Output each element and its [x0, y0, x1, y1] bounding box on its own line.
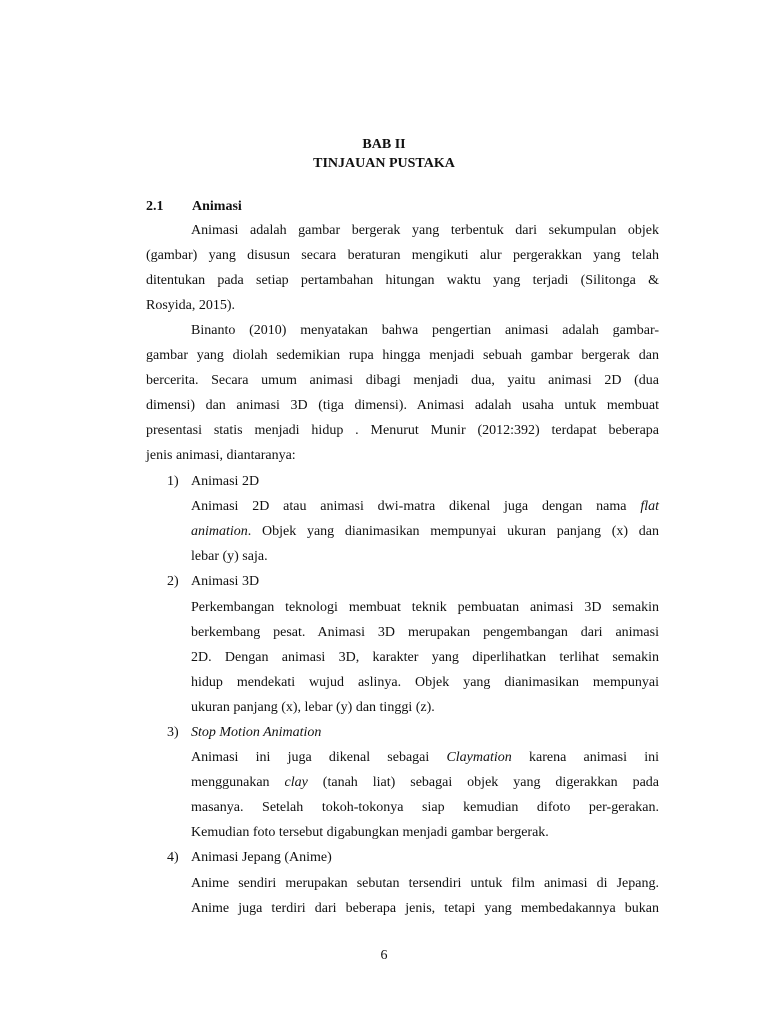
list-item-title: Animasi 3D	[191, 574, 260, 589]
paragraph-1-line: Rosyida, 2015).	[146, 298, 236, 313]
list-item-title: Animasi 2D	[191, 474, 260, 489]
list-item-line: 2D. Dengan animasi 3D, karakter yang diperlihatkan terlihat semakin	[191, 650, 659, 665]
paragraph-2-line: bercerita. Secara umum animasi dibagi menjadi dua, yaitu animasi 2D (dua	[146, 373, 659, 388]
list-item-title: Animasi Jepang (Anime)	[191, 850, 332, 865]
list-number: 4)	[167, 850, 179, 865]
list-number: 2)	[167, 574, 179, 589]
list-item-title: Stop Motion Animation	[191, 725, 322, 740]
paragraph-1-line: ditentukan pada setiap pertambahan hitungan waktu yang terjadi (Silitonga &	[146, 273, 659, 288]
list-item-line: hidup mendekati wujud aslinya. Objek yang dianimasikan mempunyai	[191, 675, 659, 690]
page-number: 6	[380, 948, 388, 963]
paragraph-2-line: gambar yang diolah sedemikian rupa hingga menjadi sebuah gambar bergerak dan	[146, 348, 659, 363]
paragraph-2-line: Binanto (2010) menyatakan bahwa pengertian animasi adalah gambar-	[191, 323, 659, 338]
list-item-line: Kemudian foto tersebut digabungkan menjadi gambar bergerak.	[191, 825, 549, 840]
paragraph-1-line: (gambar) yang disusun secara beraturan mengikuti alur pergerakkan yang telah	[146, 248, 659, 263]
list-item-line: menggunakan clay (tanah liat) sebagai objek yang digerakkan pada	[191, 775, 660, 790]
list-item-line: ukuran panjang (x), lebar (y) dan tinggi (z).	[191, 700, 435, 715]
list-item-line: lebar (y) saja.	[191, 549, 268, 564]
list-item-line: Anime sendiri merupakan sebutan tersendiri untuk film animasi di Jepang.	[191, 876, 659, 891]
list-item-line: Animasi ini juga dikenal sebagai Claymation karena animasi ini	[191, 750, 659, 765]
list-item-line: Animasi 2D atau animasi dwi-matra dikenal juga dengan nama flat	[191, 499, 659, 514]
section-number: 2.1	[146, 199, 164, 214]
list-item-line: Anime juga terdiri dari beberapa jenis, tetapi yang membedakannya bukan	[191, 901, 659, 916]
paragraph-2-line: presentasi statis menjadi hidup . Menurut Munir (2012:392) terdapat beberapa	[146, 423, 659, 438]
list-item-line: Perkembangan teknologi membuat teknik pembuatan animasi 3D semakin	[191, 600, 659, 615]
paragraph-1-line: Animasi adalah gambar bergerak yang terbentuk dari sekumpulan objek	[191, 223, 659, 238]
list-item-line: masanya. Setelah tokoh-tokonya siap kemudian difoto per-gerakan.	[191, 800, 659, 815]
paragraph-2-line: jenis animasi, diantaranya:	[146, 448, 296, 463]
list-item-line: berkembang pesat. Animasi 3D merupakan pengembangan dari animasi	[191, 625, 659, 640]
section-title: Animasi	[192, 199, 242, 214]
list-number: 3)	[167, 725, 179, 740]
chapter-number: BAB II	[362, 137, 406, 152]
chapter-title: TINJAUAN PUSTAKA	[313, 156, 455, 171]
list-number: 1)	[167, 474, 179, 489]
list-item-line: animation. Objek yang dianimasikan mempunyai ukuran panjang (x) dan	[191, 524, 659, 539]
paragraph-2-line: dimensi) dan animasi 3D (tiga dimensi). Animasi adalah usaha untuk membuat	[146, 398, 659, 413]
